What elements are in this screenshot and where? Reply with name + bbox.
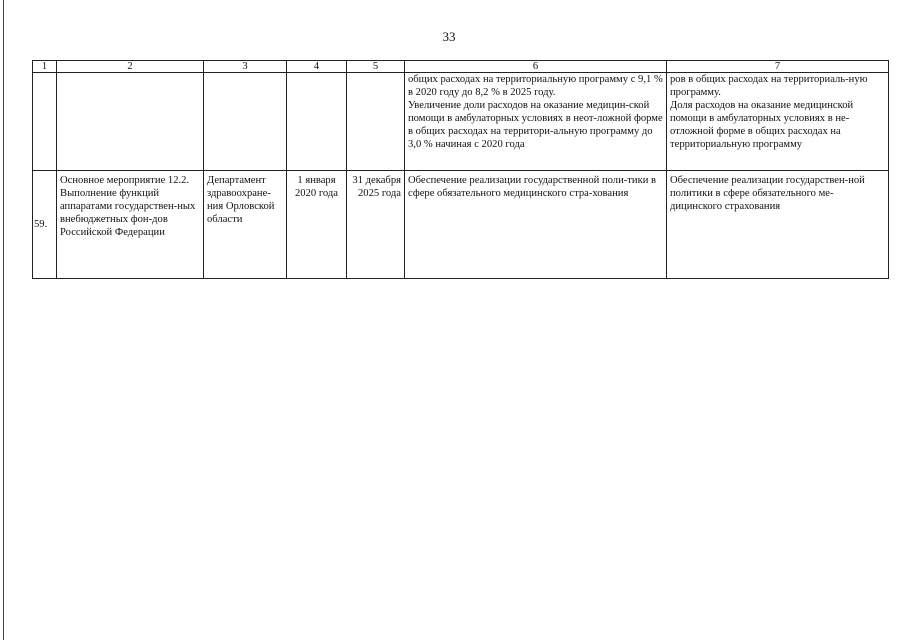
continuation-cell-1	[33, 73, 57, 171]
table-header-row	[33, 61, 889, 73]
header-cell-6: 6	[405, 61, 667, 73]
header-cell-7: 7	[667, 61, 889, 73]
continuation-row	[33, 73, 889, 171]
header-cell-4: 4	[287, 61, 347, 73]
header-cell-2: 2	[57, 61, 204, 73]
continuation-cell-3	[204, 73, 287, 171]
continuation-cell-7	[667, 73, 889, 171]
continuation-cell-2	[57, 73, 204, 171]
row-number: 59.	[33, 171, 57, 279]
result-cell: Обеспечение реализации государственной поли-тики в сфере обязательного медицинского стра-хования	[405, 171, 667, 279]
program-measures-table	[32, 60, 889, 279]
continuation-cell-4	[287, 73, 347, 171]
end-date-cell: 31 декабря 2025 года	[347, 171, 405, 279]
page-left-edge-line	[3, 0, 4, 640]
measure-cell: Основное мероприятие 12.2. Выполнение функций аппаратами государствен-ных внебюджетных фон-дов Российской Федерации	[57, 171, 204, 279]
page-number: 33	[442, 29, 456, 44]
continuation-result-text: общих расходах на территориальную программу с 9,1 % в 2020 году до 8,2 % в 2025 году. Увеличение доли расходов на оказание медицин-ской помощи в амбулаторных условиях в неот-ложной форме в общих расходах на территори-альную программу до 3,0 % начиная с 2020 года	[408, 74, 663, 150]
executor-cell: Департамент здравоохране-ния Орловской области	[204, 171, 287, 279]
continuation-indicator-text: ров в общих расходах на территориаль-ную программу. Доля расходов на оказание медицинской помощи в амбулаторных условиях в не-отложной форме в общих расходах на территориальную программу	[670, 74, 868, 150]
table-row	[33, 171, 889, 279]
header-cell-5: 5	[347, 61, 405, 73]
continuation-cell-6	[405, 73, 667, 171]
start-date-cell: 1 января 2020 года	[287, 171, 347, 279]
indicator-cell: Обеспечение реализации государствен-ной политики в сфере обязательного ме-дицинского страхования	[667, 171, 889, 279]
header-cell-3: 3	[204, 61, 287, 73]
continuation-cell-5	[347, 73, 405, 171]
header-cell-1: 1	[33, 61, 57, 73]
